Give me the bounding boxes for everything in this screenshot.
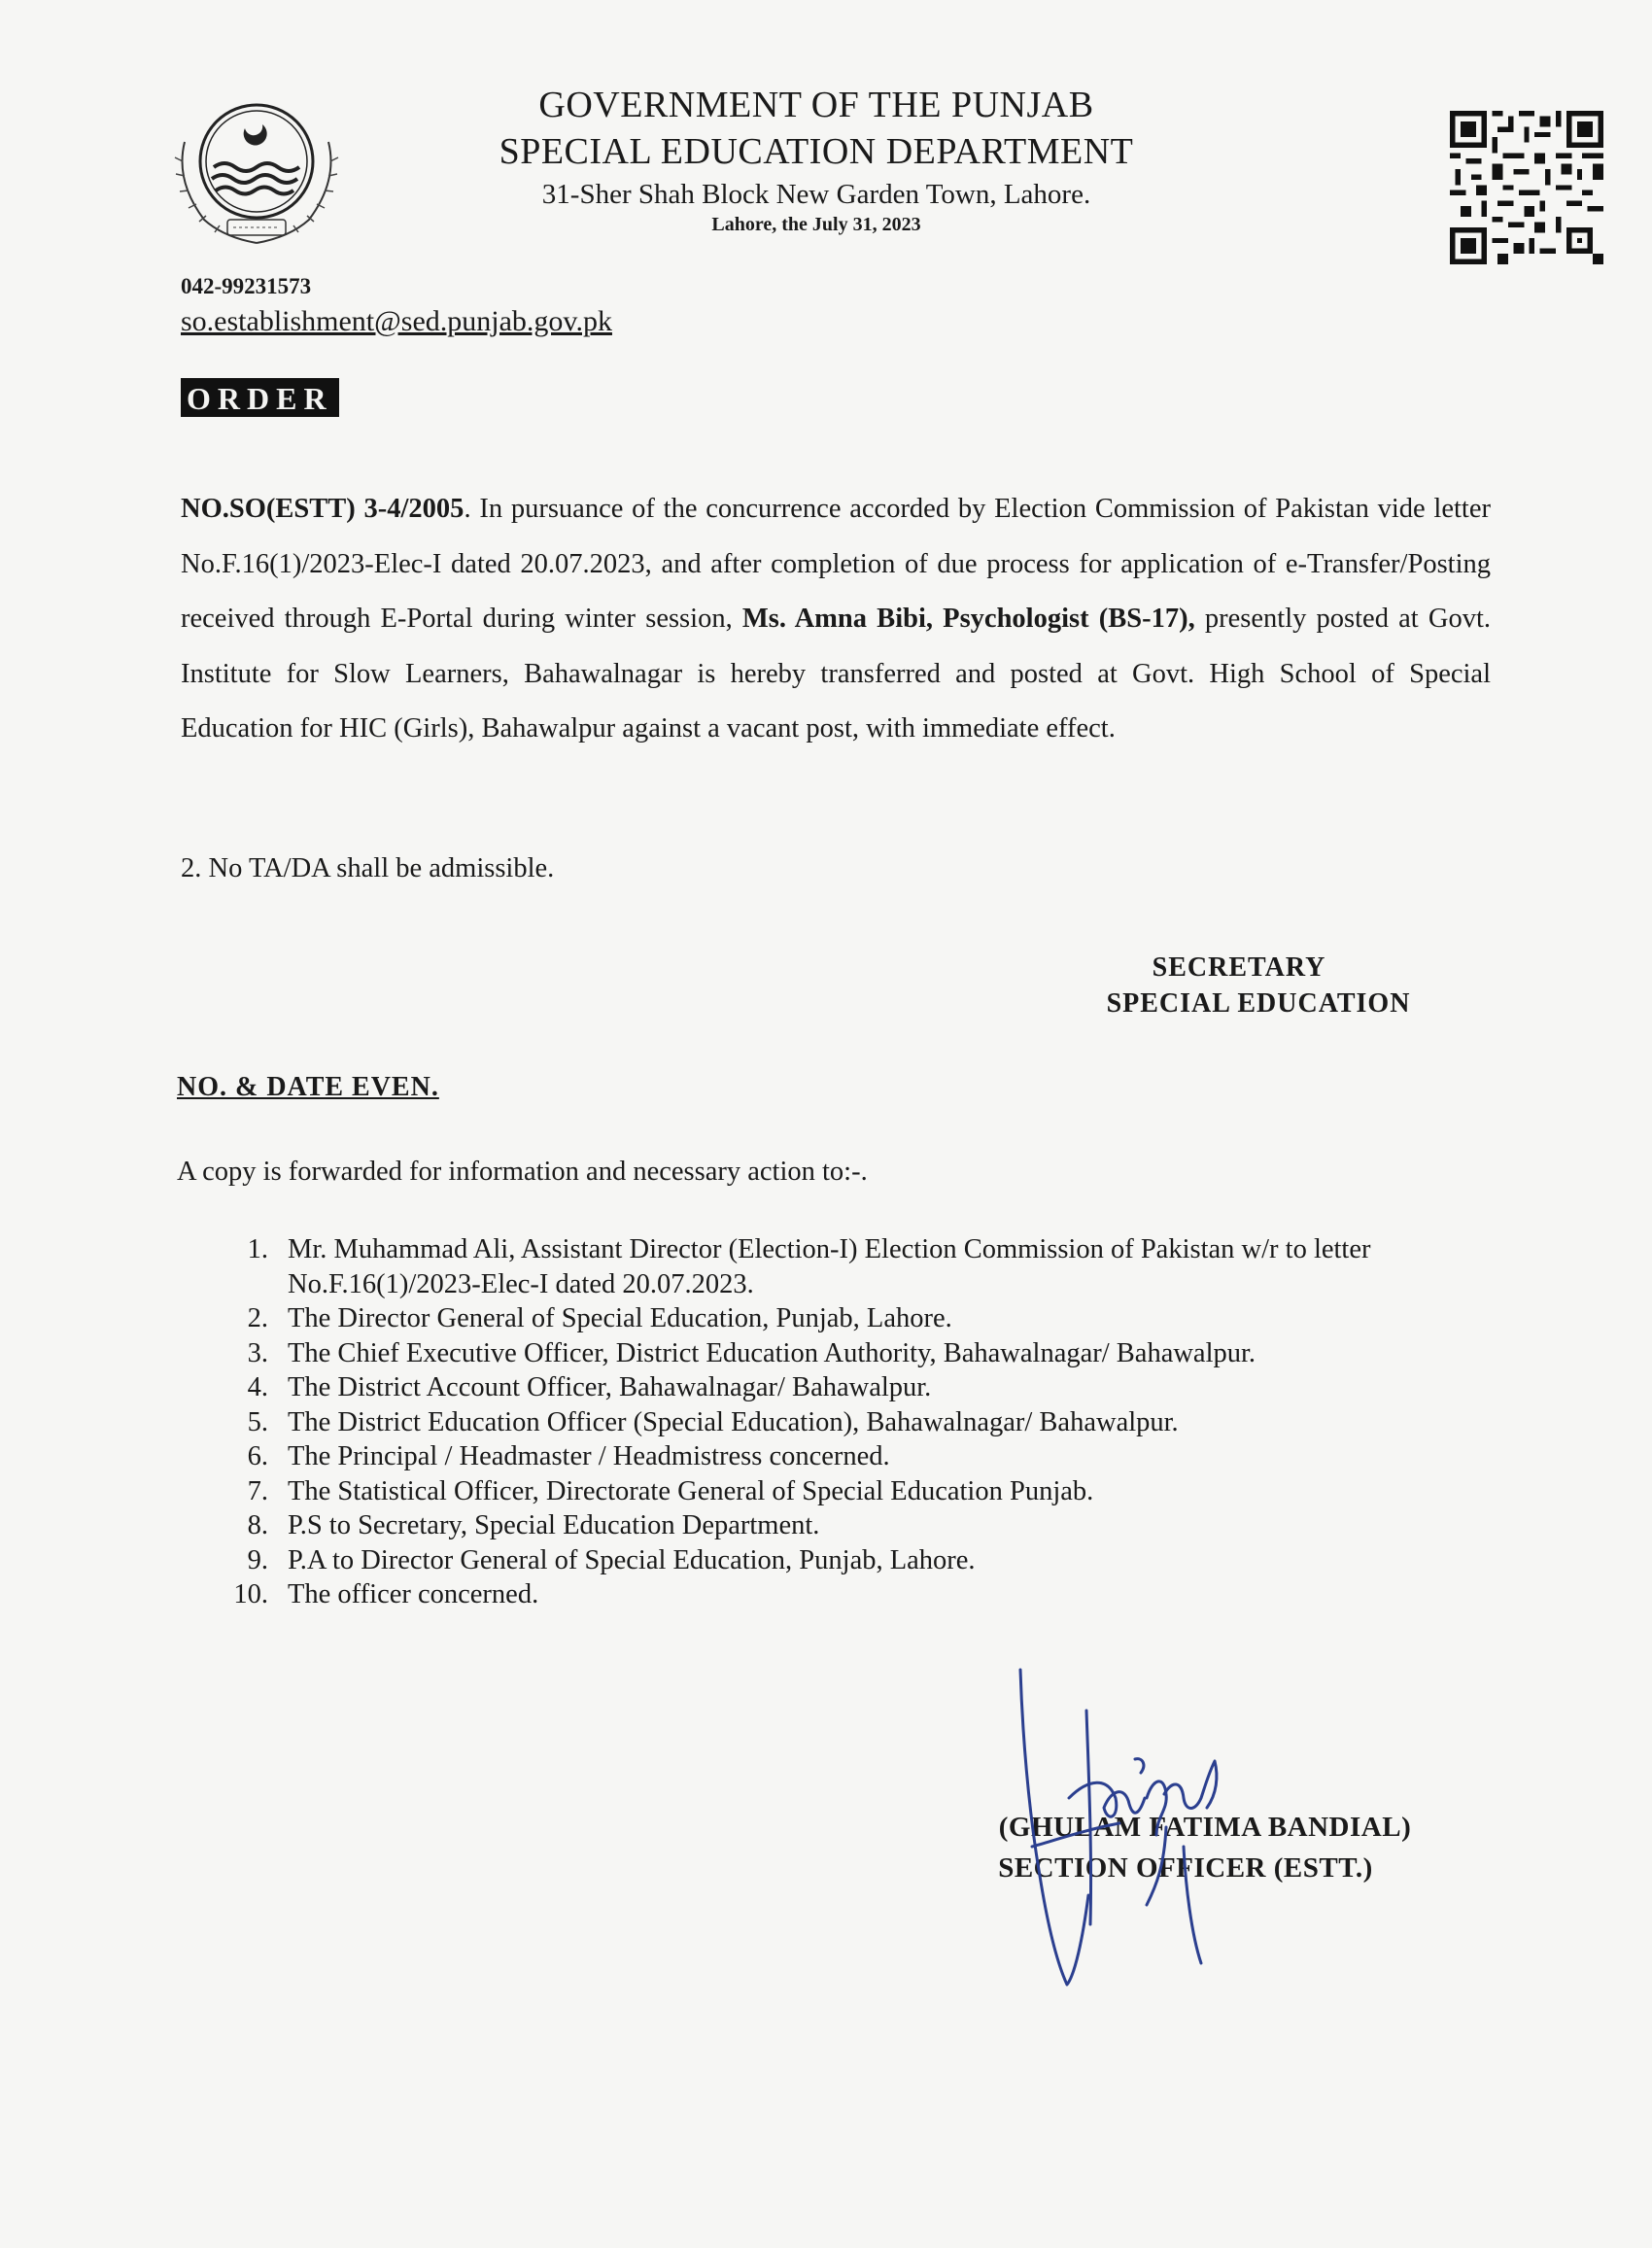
order-paragraph	[181, 482, 1491, 757]
list-item-number: 1.	[247, 1234, 268, 1264]
order-reference: NO.SO(ESTT) 3-4/2005	[181, 494, 465, 524]
list-item	[204, 1336, 1497, 1371]
copy-forwarded-intro: A copy is forwarded for information and necessary action to:-.	[177, 1157, 868, 1187]
order-person: Ms. Amna Bibi, Psychologist (BS-17),	[741, 604, 1195, 634]
list-item-text: The Statistical Officer, Directorate General of Special Education Punjab.	[288, 1475, 1094, 1506]
signatory-title: SECTION OFFICER (ESTT.)	[998, 1852, 1373, 1884]
order-text-part-a: . In pursuance of the concurrence accorded by Election Commission of Pakistan vide letter No.F.16(1)/2023-Elec-I dated 20.07.2023, and after completion of due process for application of e-Transfer/Posting received through E-Portal during winter session,	[181, 494, 1491, 634]
list-item-text: The District Education Officer (Special Education), Bahawalnagar/ Bahawalpur.	[288, 1406, 1179, 1437]
list-item	[204, 1577, 1497, 1612]
list-item	[204, 1232, 1497, 1301]
header-department-title: SPECIAL EDUCATION DEPARTMENT	[499, 131, 1134, 172]
list-item-text: The Principal / Headmaster / Headmistress concerned.	[288, 1441, 890, 1471]
handwritten-signature-icon	[1011, 1652, 1322, 2002]
header-government-title: GOVERNMENT OF THE PUNJAB	[538, 85, 1094, 125]
list-item	[204, 1370, 1497, 1405]
header-address: 31-Sher Shah Block New Garden Town, Lahore.	[541, 179, 1091, 210]
authority-line-1: SECRETARY	[1152, 952, 1326, 983]
signatory-name: (GHULAM FATIMA BANDIAL)	[998, 1812, 1412, 1843]
contact-phone: 042-99231573	[181, 274, 312, 298]
distribution-list	[204, 1232, 1497, 1612]
no-date-even-heading: NO. & DATE EVEN.	[177, 1072, 439, 1102]
order-paragraph-2: 2. No TA/DA shall be admissible.	[181, 853, 555, 883]
qr-code-icon	[1450, 111, 1603, 264]
list-item-number: 6.	[247, 1441, 268, 1471]
list-item-text: Mr. Muhammad Ali, Assistant Director (Election-I) Election Commission of Pakistan w/r to letter No.F.16(1)/2023-Elec-I dated 20.07.2023.	[288, 1234, 1371, 1299]
list-item-number: 2.	[247, 1303, 268, 1333]
list-item-text: The District Account Officer, Bahawalnagar/ Bahawalpur.	[288, 1372, 932, 1402]
list-item-number: 4.	[247, 1372, 268, 1402]
list-item	[204, 1405, 1497, 1440]
contact-email-link[interactable]: so.establishment@sed.punjab.gov.pk	[181, 305, 612, 337]
list-item-number: 9.	[247, 1544, 268, 1575]
list-item-text: The officer concerned.	[288, 1579, 539, 1609]
list-item-text: P.A to Director General of Special Education, Punjab, Lahore.	[288, 1544, 976, 1575]
list-item-number: 3.	[247, 1337, 268, 1368]
order-heading: ORDER	[181, 378, 339, 417]
list-item	[204, 1508, 1497, 1543]
order-text-part-b: presently posted at Govt. Institute for Slow Learners, Bahawalnagar is hereby transferred and posted at Govt. High School of Special Education for HIC (Girls), Bahawalpur against a vacant post, with immediate effect.	[181, 604, 1491, 744]
list-item-number: 5.	[247, 1406, 268, 1437]
list-item-number: 8.	[247, 1510, 268, 1540]
list-item	[204, 1439, 1497, 1474]
header-date: Lahore, the July 31, 2023	[711, 214, 921, 235]
list-item-text: P.S to Secretary, Special Education Department.	[288, 1510, 820, 1540]
punjab-emblem-icon	[163, 84, 350, 251]
list-item-number: 10.	[233, 1579, 268, 1609]
list-item	[204, 1543, 1497, 1578]
authority-line-2: SPECIAL EDUCATION	[1106, 988, 1411, 1019]
list-item	[204, 1474, 1497, 1509]
list-item-text: The Chief Executive Officer, District Education Authority, Bahawalnagar/ Bahawalpur.	[288, 1337, 1256, 1368]
list-item	[204, 1301, 1497, 1336]
list-item-text: The Director General of Special Education, Punjab, Lahore.	[288, 1303, 952, 1333]
list-item-number: 7.	[247, 1475, 268, 1506]
